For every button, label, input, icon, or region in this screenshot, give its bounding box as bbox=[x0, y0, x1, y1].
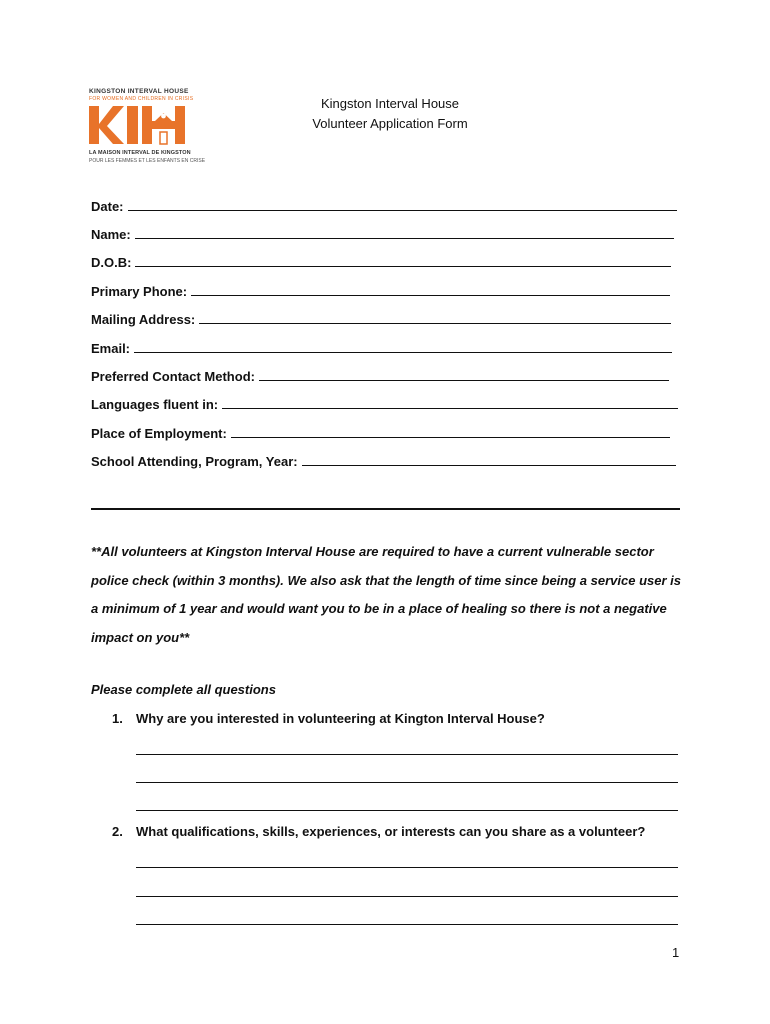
field-label: Preferred Contact Method: bbox=[91, 369, 255, 384]
kih-logo-mark-icon bbox=[89, 104, 189, 146]
dob-input-line[interactable] bbox=[135, 253, 671, 267]
answer-line[interactable] bbox=[136, 810, 678, 811]
volunteer-notice: **All volunteers at Kingston Interval House are required to have a current vulnerable sector police check (within 3 months). We also ask that the length of time since being a service user is a minimum of 1 year and would want you to be in a place of healing so there is not a negative impact on you** bbox=[91, 544, 681, 645]
question-2 bbox=[112, 824, 645, 839]
org-name: Kingston Interval House bbox=[320, 96, 460, 111]
field-label: School Attending, Program, Year: bbox=[91, 454, 298, 469]
date-input-line[interactable] bbox=[128, 197, 677, 211]
field-label: Place of Employment: bbox=[91, 426, 227, 441]
school-field[interactable] bbox=[91, 452, 676, 470]
field-label: Primary Phone: bbox=[91, 284, 188, 299]
mailing-address-input-line[interactable] bbox=[199, 310, 671, 324]
answer-line[interactable] bbox=[136, 754, 678, 755]
preferred-contact-field[interactable] bbox=[91, 367, 669, 385]
name-field[interactable] bbox=[91, 225, 674, 243]
question-1 bbox=[112, 711, 545, 726]
name-input-line[interactable] bbox=[135, 225, 674, 239]
answer-line[interactable] bbox=[136, 924, 678, 925]
date-field[interactable] bbox=[91, 197, 677, 215]
primary-phone-input-line[interactable] bbox=[191, 282, 670, 296]
dob-field[interactable] bbox=[91, 253, 671, 271]
employment-field[interactable] bbox=[91, 424, 670, 442]
question-text: Why are you interested in volunteering at Kington Interval House? bbox=[136, 711, 545, 726]
field-label: Email: bbox=[91, 341, 131, 356]
languages-input-line[interactable] bbox=[222, 395, 678, 409]
primary-phone-field[interactable] bbox=[91, 282, 670, 300]
email-field[interactable] bbox=[91, 339, 672, 357]
field-label: Date: bbox=[91, 199, 124, 214]
field-label: Languages fluent in: bbox=[91, 397, 219, 412]
answer-line[interactable] bbox=[136, 896, 678, 897]
form-title bbox=[290, 94, 490, 134]
page-number: 1 bbox=[672, 945, 680, 960]
logo-top-text: KINGSTON INTERVAL HOUSE bbox=[89, 88, 189, 95]
question-number: 2. bbox=[112, 824, 123, 839]
section-divider bbox=[91, 508, 680, 510]
field-label: D.O.B: bbox=[91, 255, 132, 270]
question-number: 1. bbox=[112, 711, 123, 726]
logo-bottom-subtext: POUR LES FEMMES ET LES ENFANTS EN CRISE bbox=[89, 158, 206, 164]
organization-logo bbox=[89, 88, 206, 168]
languages-field[interactable] bbox=[91, 395, 678, 413]
preferred-contact-input-line[interactable] bbox=[259, 367, 669, 381]
field-label: Mailing Address: bbox=[91, 312, 196, 327]
school-input-line[interactable] bbox=[302, 452, 676, 466]
employment-input-line[interactable] bbox=[231, 424, 670, 438]
answer-line[interactable] bbox=[136, 782, 678, 783]
logo-top-subtext: FOR WOMEN AND CHILDREN IN CRISIS bbox=[89, 96, 194, 102]
form-name: Volunteer Application Form bbox=[312, 116, 468, 131]
field-label: Name: bbox=[91, 227, 131, 242]
answer-line[interactable] bbox=[136, 867, 678, 868]
logo-bottom-text: LA MAISON INTERVAL DE KINGSTON bbox=[89, 150, 191, 156]
email-input-line[interactable] bbox=[134, 339, 672, 353]
instructions-text: Please complete all questions bbox=[91, 682, 276, 697]
mailing-address-field[interactable] bbox=[91, 310, 671, 328]
question-text: What qualifications, skills, experiences, or interests can you share as a volunteer? bbox=[136, 824, 646, 839]
